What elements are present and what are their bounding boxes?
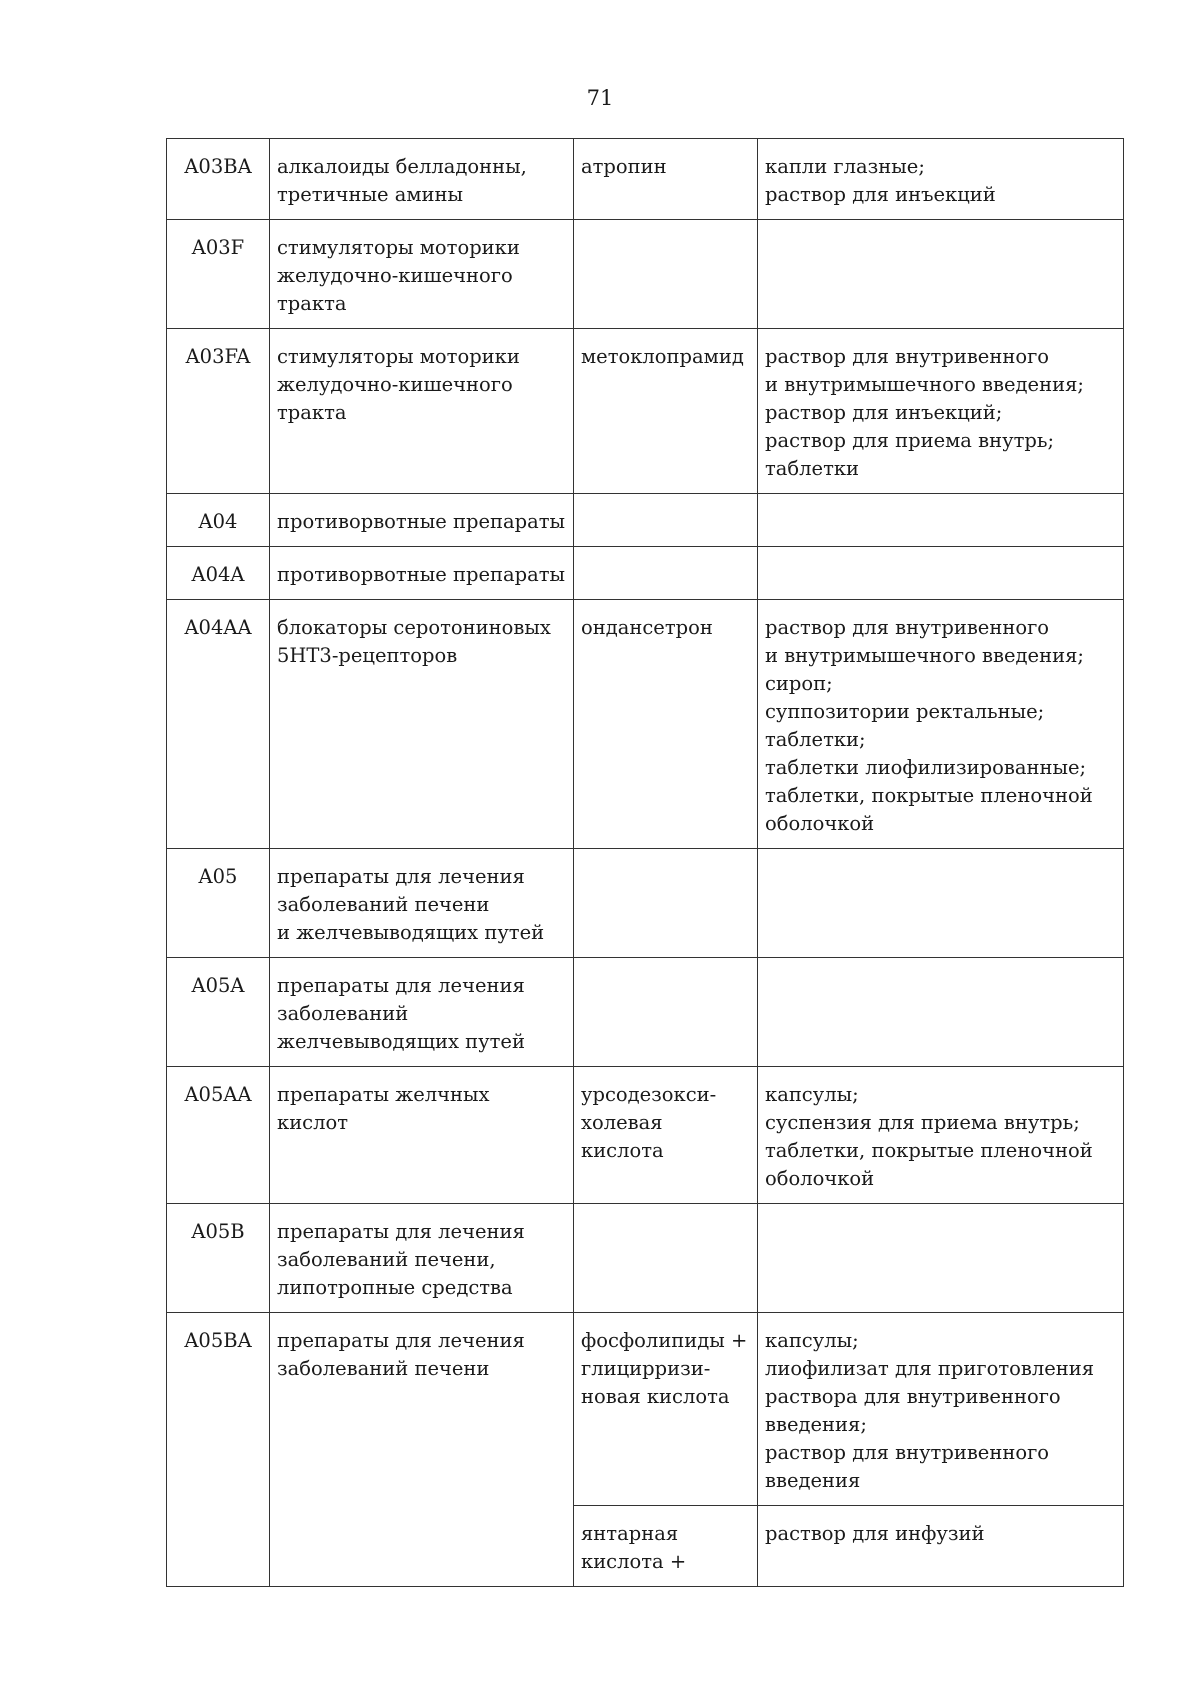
atc-code-cell: A03F	[167, 220, 270, 329]
page-number: 71	[586, 86, 614, 110]
dosage-forms-cell	[758, 220, 1124, 329]
atc-code-cell: A05BA	[167, 1313, 270, 1587]
dosage-forms-cell: раствор для внутривенного и внутримышечного введения; раствор для инъекций; раствор для приема внутрь; таблетки	[758, 329, 1124, 494]
atc-code-cell: A05A	[167, 958, 270, 1067]
atc-code-cell: A04AA	[167, 600, 270, 849]
drug-name-cell: урсодезокси- холевая кислота	[574, 1067, 758, 1204]
table-row	[167, 1204, 1124, 1313]
drug-name-cell: ондансетрон	[574, 600, 758, 849]
drug-name-cell	[574, 494, 758, 547]
table-row	[167, 139, 1124, 220]
dosage-forms-cell	[758, 1204, 1124, 1313]
table-row	[167, 547, 1124, 600]
group-name-cell: блокаторы серотониновых 5HT3-рецепторов	[270, 600, 574, 849]
table-row	[167, 494, 1124, 547]
table-row	[167, 849, 1124, 958]
drug-name-cell	[574, 220, 758, 329]
drug-name-cell	[574, 849, 758, 958]
group-name-cell: противорвотные препараты	[270, 547, 574, 600]
group-name-cell: противорвотные препараты	[270, 494, 574, 547]
dosage-forms-cell: капсулы; суспензия для приема внутрь; таблетки, покрытые пленочной оболочкой	[758, 1067, 1124, 1204]
group-name-cell: препараты желчных кислот	[270, 1067, 574, 1204]
dosage-forms-cell: капли глазные; раствор для инъекций	[758, 139, 1124, 220]
group-name-cell: препараты для лечения заболеваний печени, липотропные средства	[270, 1204, 574, 1313]
atc-code-cell: A04	[167, 494, 270, 547]
drug-name-cell	[574, 547, 758, 600]
dosage-forms-cell: раствор для внутривенного и внутримышечного введения; сироп; суппозитории ректальные; таблетки; таблетки лиофилизированные; таблетки, покрытые пленочной оболочкой	[758, 600, 1124, 849]
dosage-forms-cell: раствор для инфузий	[758, 1506, 1124, 1587]
drug-name-cell: атропин	[574, 139, 758, 220]
dosage-forms-cell	[758, 849, 1124, 958]
dosage-forms-cell: капсулы; лиофилизат для приготовления раствора для внутривенного введения; раствор для внутривенного введения	[758, 1313, 1124, 1506]
table-row	[167, 600, 1124, 849]
dosage-forms-cell	[758, 494, 1124, 547]
group-name-cell: алкалоиды белладонны, третичные амины	[270, 139, 574, 220]
drug-name-cell	[574, 958, 758, 1067]
dosage-forms-cell	[758, 958, 1124, 1067]
table-row	[167, 1067, 1124, 1204]
atc-code-cell: A05B	[167, 1204, 270, 1313]
drug-name-cell	[574, 1204, 758, 1313]
drug-name-cell: фосфолипиды + глицирризи- новая кислота	[574, 1313, 758, 1506]
group-name-cell: препараты для лечения заболеваний печени	[270, 1313, 574, 1587]
table-row	[167, 1313, 1124, 1506]
group-name-cell: стимуляторы моторики желудочно-кишечного тракта	[270, 329, 574, 494]
dosage-forms-cell	[758, 547, 1124, 600]
table-row	[167, 958, 1124, 1067]
group-name-cell: препараты для лечения заболеваний желчевыводящих путей	[270, 958, 574, 1067]
drug-name-cell: янтарная кислота +	[574, 1506, 758, 1587]
atc-code-cell: A03BA	[167, 139, 270, 220]
drug-name-cell: метоклопрамид	[574, 329, 758, 494]
table-row	[167, 329, 1124, 494]
group-name-cell: стимуляторы моторики желудочно-кишечного тракта	[270, 220, 574, 329]
atc-code-cell: A05	[167, 849, 270, 958]
table-row	[167, 220, 1124, 329]
atc-code-cell: A03FA	[167, 329, 270, 494]
group-name-cell: препараты для лечения заболеваний печени и желчевыводящих путей	[270, 849, 574, 958]
drug-table	[166, 138, 1124, 1587]
atc-code-cell: A04A	[167, 547, 270, 600]
atc-code-cell: A05AA	[167, 1067, 270, 1204]
